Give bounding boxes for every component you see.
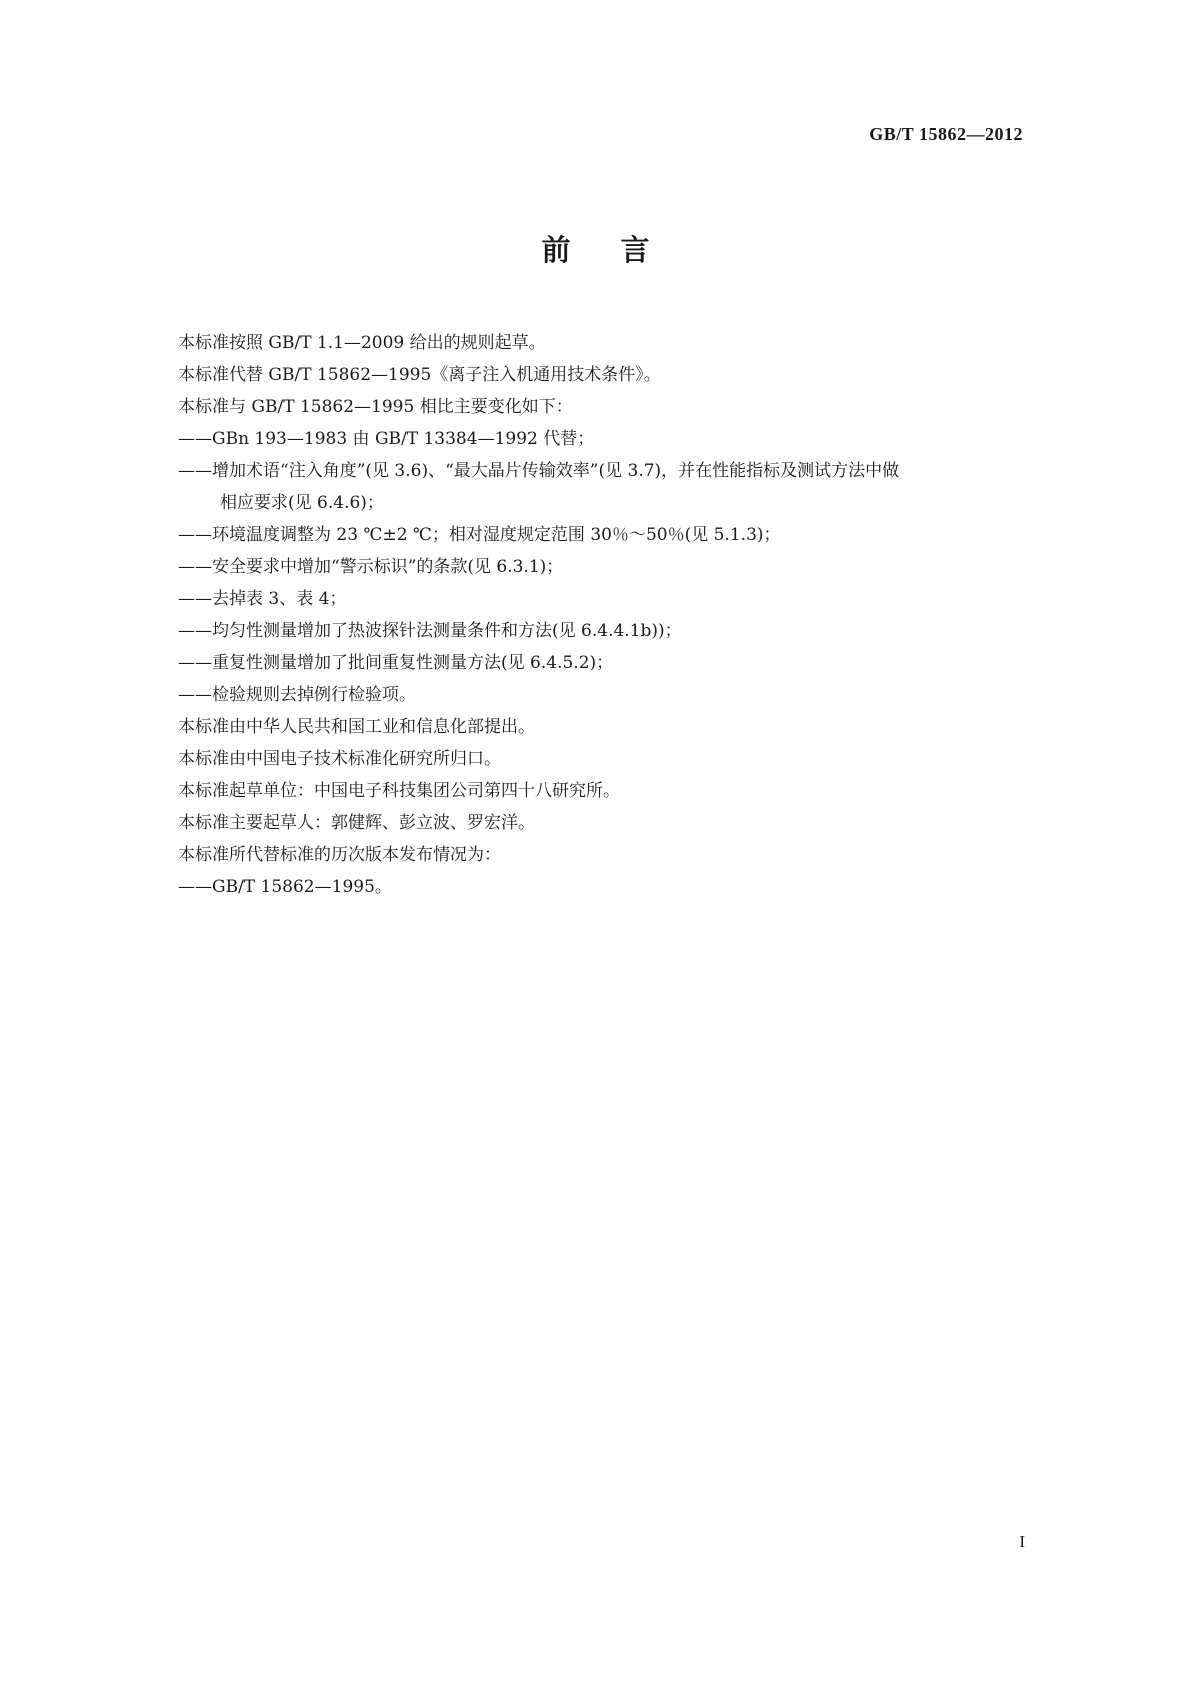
list-item-change: ——GBn 193—1983 由 GB/T 13384—1992 代替；: [178, 429, 595, 449]
list-item-change-continuation: 相应要求(见 6.4.6)；: [220, 493, 384, 513]
list-item-change: ——检验规则去掉例行检验项。: [178, 685, 416, 705]
list-item-change: ——去掉表 3、表 4；: [178, 589, 347, 609]
paragraph-drafting-unit: 本标准起草单位：中国电子科技集团公司第四十八研究所。: [178, 781, 620, 801]
paragraph-centralized-by: 本标准由中国电子技术标准化研究所归口。: [178, 749, 501, 769]
standard-number: GB/T 15862—2012: [869, 124, 1023, 144]
list-item-change: ——环境温度调整为 23 ℃±2 ℃；相对湿度规定范围 30％～50％(见 5.1.3)；: [178, 525, 781, 545]
list-item-change: ——安全要求中增加“警示标识”的条款(见 6.3.1)；: [178, 557, 564, 577]
page-number: I: [1019, 1532, 1025, 1551]
list-item-previous-edition: ——GB/T 15862—1995。: [178, 877, 392, 897]
foreword-body: [178, 327, 1058, 903]
page-title: 前言: [541, 233, 700, 267]
paragraph-changes-intro: 本标准与 GB/T 15862—1995 相比主要变化如下：: [178, 397, 573, 417]
paragraph-proposed-by: 本标准由中华人民共和国工业和信息化部提出。: [178, 717, 535, 737]
list-item-change: ——均匀性测量增加了热波探针法测量条件和方法(见 6.4.4.1b))；: [178, 621, 682, 641]
list-item-change: ——重复性测量增加了批间重复性测量方法(见 6.4.5.2)；: [178, 653, 614, 673]
paragraph-previous-editions: 本标准所代替标准的历次版本发布情况为：: [178, 845, 501, 865]
paragraph-drafters: 本标准主要起草人：郭健辉、彭立波、罗宏洋。: [178, 813, 535, 833]
list-item-change: ——增加术语“注入角度”(见 3.6)、“最大晶片传输效率”(见 3.7)，并在性能指标及测试方法中做: [178, 461, 900, 481]
paragraph-drafting-rules: 本标准按照 GB/T 1.1—2009 给出的规则起草。: [178, 333, 546, 353]
paragraph-replaces: 本标准代替 GB/T 15862—1995《离子注入机通用技术条件》。: [178, 365, 661, 385]
